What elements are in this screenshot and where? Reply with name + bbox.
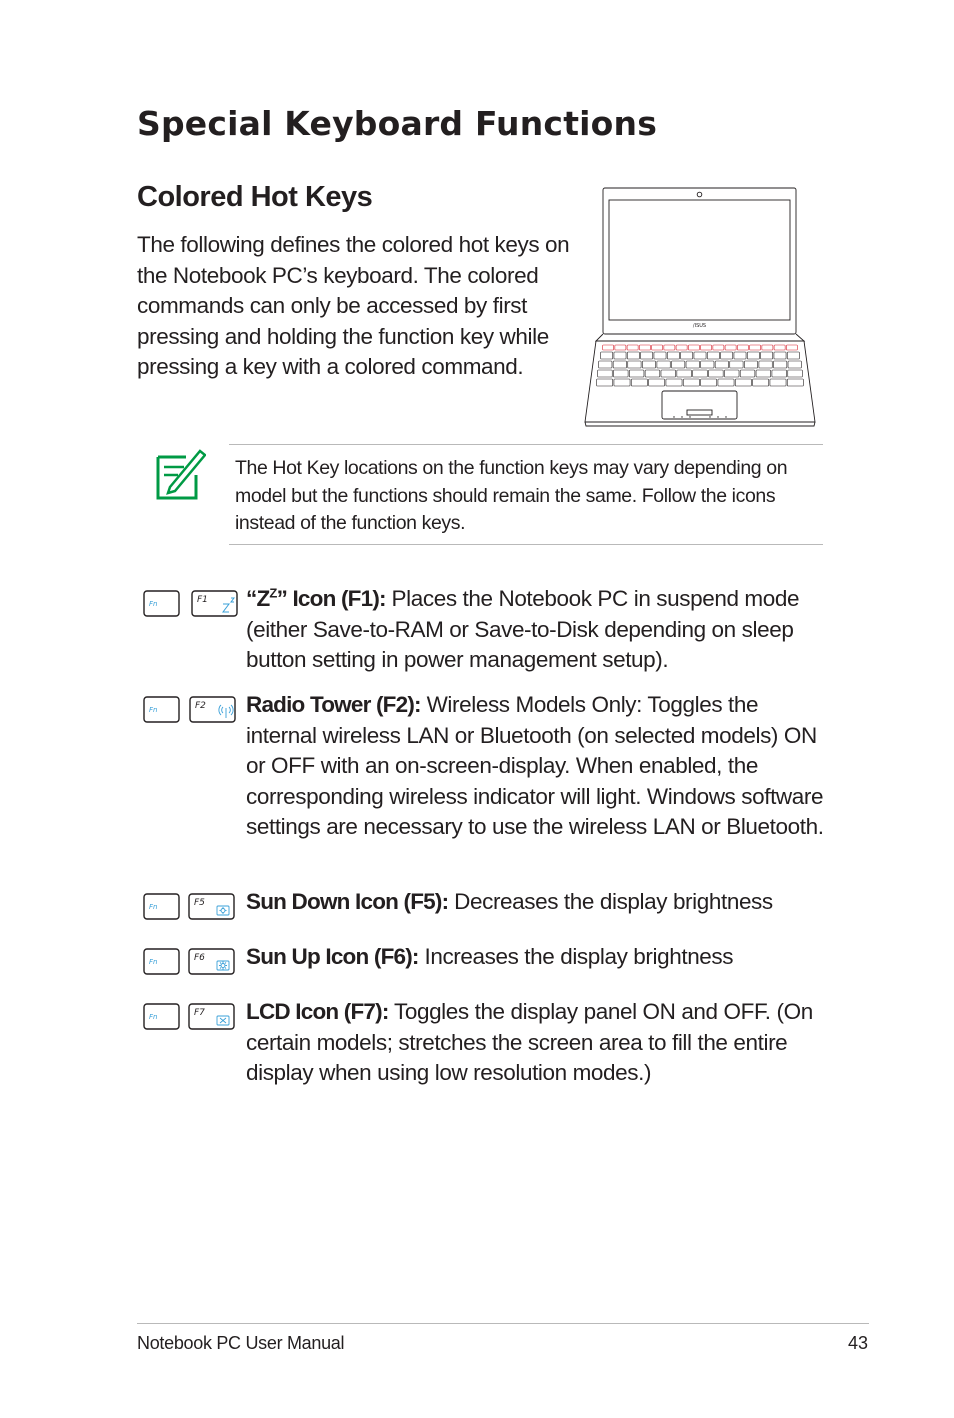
keyboard-key-outline — [686, 361, 699, 368]
keyboard-key-outline — [753, 379, 769, 386]
keyboard-key-outline — [693, 370, 708, 377]
hotkey-f7-name: LCD Icon (F7): — [246, 999, 389, 1024]
keyboard-key-outline — [657, 361, 670, 368]
page-number: 43 — [847, 1333, 868, 1353]
keyboard-key-outline — [772, 370, 787, 377]
fn-key-label: Fn — [149, 903, 158, 911]
footer-rule — [137, 1323, 869, 1324]
keyboard-key-outline — [734, 352, 746, 359]
keyboard-key-outline — [654, 352, 666, 359]
f7-key-label: F7 — [194, 1008, 205, 1018]
fn-key-label: Fn — [149, 958, 158, 966]
function-key-outline — [615, 345, 626, 350]
keyboard-key-outline — [614, 352, 626, 359]
hotkey-f1-name-sup: Z — [269, 585, 277, 601]
keyboard-key-outline — [601, 352, 613, 359]
keyboard-key-outline — [735, 379, 751, 386]
keyboard-key-outline — [730, 361, 743, 368]
keyboard-key-outline — [788, 370, 803, 377]
keyboard-key-outline — [642, 361, 655, 368]
keyboard-key-outline — [721, 352, 733, 359]
function-key-outline — [639, 345, 650, 350]
keyboard-key-outline — [770, 379, 786, 386]
hotkey-f5-name: Sun Down Icon (F5): — [246, 889, 449, 914]
function-key-outline — [676, 345, 687, 350]
keyboard-key-outline — [774, 352, 786, 359]
radio-tower-icon — [219, 705, 233, 718]
keyboard-key-outline — [666, 379, 682, 386]
keyboard-key-outline — [677, 370, 692, 377]
keyboard-key-outline — [701, 361, 714, 368]
function-key-outline — [627, 345, 638, 350]
note-bottom-rule — [229, 544, 823, 545]
hotkey-f1-keys — [143, 590, 243, 618]
function-key-outline — [603, 345, 614, 350]
keyboard-key-outline — [724, 370, 739, 377]
keyboard-key-outline — [756, 370, 771, 377]
hotkey-f6-description — [246, 942, 826, 973]
page-title: Special Keyboard Functions — [137, 104, 658, 143]
keyboard-key-outline — [613, 370, 628, 377]
keyboard-key-outline — [715, 361, 728, 368]
keyboard-key-outline — [641, 352, 653, 359]
keyboard-key-outline — [709, 370, 724, 377]
hotkey-f5-keys — [143, 893, 243, 921]
keyboard-key-outline — [759, 361, 772, 368]
keyboard-key-outline — [761, 352, 773, 359]
hotkey-f6-name: Sun Up Icon (F6): — [246, 944, 419, 969]
keyboard-key-outline — [773, 361, 786, 368]
function-key-outline — [688, 345, 699, 350]
hotkey-f1-name-close: ” Icon (F1): — [276, 586, 386, 611]
function-key-outline — [750, 345, 761, 350]
note-pencil-icon — [156, 445, 206, 500]
keyboard-key-outline — [628, 361, 641, 368]
lcd-icon — [217, 1016, 229, 1025]
section-heading: Colored Hot Keys — [137, 181, 373, 213]
hotkey-f7-description — [246, 997, 826, 1089]
keyboard-key-outline — [627, 352, 639, 359]
keyboard-key-outline — [707, 352, 719, 359]
function-key-outline — [774, 345, 785, 350]
keyboard-key-outline — [667, 352, 679, 359]
function-key-outline — [701, 345, 712, 350]
keyboard-key-outline — [694, 352, 706, 359]
keyboard-key-outline — [718, 379, 734, 386]
hotkey-f1-text: Places the Notebook PC in suspend mode (either Save-to-RAM or Save-to-Disk depending on sleep button setting in power management setup). — [246, 586, 800, 672]
keyboard-key-outline — [649, 379, 665, 386]
sleep-zz-icon — [223, 598, 234, 612]
function-key-outline — [786, 345, 797, 350]
hotkey-f7-text: Toggles the display panel ON and OFF. (On certain models; stretches the screen area to fill the entire display when using low resolution modes.) — [246, 999, 813, 1085]
keyboard-key-outline — [671, 361, 684, 368]
hotkey-f2-text: Wireless Models Only: Toggles the internal wireless LAN or Bluetooth (on selected models) ON or OFF with an on-screen-display. When enabled, the corresponding wireless indicator will light. Windows software settings are necessary to use the wireless LAN or Bluetooth. — [246, 692, 824, 839]
keyboard-key-outline — [744, 361, 757, 368]
keyboard-key-outline — [599, 361, 612, 368]
notebook-illustration — [582, 186, 818, 432]
sun-down-icon — [217, 906, 229, 915]
function-key-outline — [737, 345, 748, 350]
hotkey-f2-description — [246, 690, 826, 843]
intro-paragraph: The following defines the colored hot keys on the Notebook PC’s keyboard. The colored commands can only be accessed by first pressing and holding the function key while pressing a key with a colored command. — [137, 232, 570, 379]
keyboard-key-outline — [631, 379, 647, 386]
function-key-outline — [762, 345, 773, 350]
keyboard-key-outline — [683, 379, 699, 386]
fn-key-label: Fn — [149, 706, 158, 714]
keyboard-key-outline — [787, 352, 799, 359]
keyboard-key-outline — [597, 379, 613, 386]
keyboard-key-outline — [787, 379, 803, 386]
f6-key-label: F6 — [194, 953, 205, 963]
hotkey-f1-name-open: “Z — [246, 586, 270, 611]
hotkey-f7-keys — [143, 1003, 243, 1031]
keyboard-key-outline — [701, 379, 717, 386]
note-text: The Hot Key locations on the function keys may vary depending on model but the functions should remain the same. Follow the icons instead of the function keys. — [235, 457, 788, 534]
footer-manual-title: Notebook PC User Manual — [137, 1333, 345, 1353]
hotkey-f2-keys — [143, 696, 243, 724]
hotkey-f2-name: Radio Tower (F2): — [246, 692, 421, 717]
hotkey-f6-text: Increases the display brightness — [418, 944, 734, 969]
fn-key-label: Fn — [149, 1013, 158, 1021]
function-key-outline — [725, 345, 736, 350]
keyboard-key-outline — [645, 370, 660, 377]
keyboard-key-outline — [681, 352, 693, 359]
keyboard-key-outline — [629, 370, 644, 377]
keyboard-key-outline — [598, 370, 613, 377]
note-top-rule — [229, 444, 823, 445]
keyboard-key-outline — [740, 370, 755, 377]
hotkey-f1-description — [246, 584, 826, 676]
keyboard-key-outline — [614, 379, 630, 386]
sun-up-icon — [217, 961, 229, 970]
keyboard-key-outline — [661, 370, 676, 377]
fn-key-label: Fn — [149, 600, 158, 608]
keyboard-key-outline — [613, 361, 626, 368]
hotkey-f6-keys — [143, 948, 243, 976]
f1-key-label: F1 — [197, 595, 208, 605]
f2-key-label: F2 — [195, 701, 206, 711]
hotkey-f5-description — [246, 887, 826, 918]
brand-logo: /ISUS — [692, 323, 707, 329]
hotkey-f5-text: Decreases the display brightness — [448, 889, 773, 914]
keyboard-key-outline — [747, 352, 759, 359]
function-key-outline — [664, 345, 675, 350]
function-key-outline — [652, 345, 663, 350]
keyboard-key-outline — [788, 361, 801, 368]
f5-key-label: F5 — [194, 898, 205, 908]
function-key-outline — [713, 345, 724, 350]
hotkey-f1-name — [246, 586, 386, 611]
